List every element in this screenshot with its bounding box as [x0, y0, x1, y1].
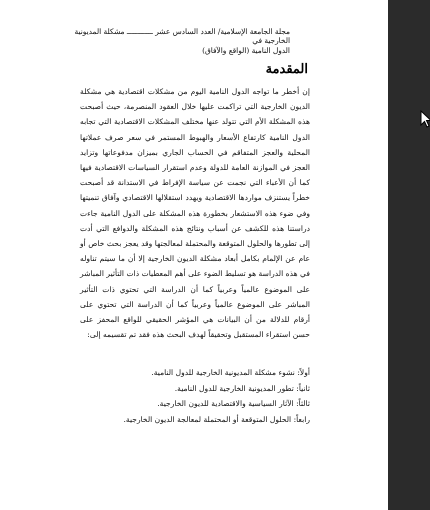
- body-paragraph: [80, 84, 310, 342]
- mouse-pointer-icon: [420, 110, 430, 128]
- header-line-1: مجلة الجامعة الإسلامية/ العدد السادس عشر ــــــــــــ مشكلة المديونية: [74, 27, 290, 36]
- running-header: [60, 27, 290, 55]
- list-item: رابعاً: الحلول المتوقعة أو المحتملة لمعالجة الديون الخارجية.: [123, 414, 310, 424]
- list-item: أولاً: نشوء مشكلة المديونية الخارجية للدول النامية.: [151, 368, 310, 377]
- paragraph-text: إن أخطر ما تواجه الدول النامية اليوم من مشكلات اقتصادية هي مشكلة الديون الخارجية التي تراكمت عليها خلال العقود المنصرمة، حيث أصبحت هذه المشكلة الأم التي تتولد عنها مختلف المشكلات الاقتصادية التي تجابه الدول النامية كارتفاع الأسعار والهبوط المستمر في سعر صرف عملاتها المحلية والعجز المتفاقم في الحساب الجاري بميزان مدفوعاتها وتزايد العجز في الموازنة العامة للدولة وعدم استقرار السياسات الاقتصادية فيها كما أن الأعباء التي نجمت عن سياسة الإفراط في الاستدانة قد أصبحت خطراً يستنزف مواردها الاقتصادية ويهدد استقلالها الاقتصادي وآفاق تنميتها وفي ضوء هذه الاستشعار بخطورة هذه المشكلة على الدول النامية جاءت دراستنا هذه للكشف عن أسباب ونتائج هذه المشكلة والدوافع التي أدت إلى تطورها والحلول المتوقعة والمحتملة لمعالجتها وقد يعجز بحث خاص أو عام عن الإلمام بكامل أبعاد مشكلة الديون الخارجية إلا أن ما سيتم تناوله في هذه الدراسة هو تسليط الضوء على أهم المعطيات ذات التأثير المباشر على الموضوع عالمياً وعربياً كما أن الدراسة التي تحتوي ذات التأثير المباشر على الموضوع عالمياً وعربياً كما أن الدراسة التي تحتوي على أرقام للدلالة من أن البيانات هي المؤشر الحقيقي للواقع المحفز على حسن استقراء المستقبل وتحقيقاً لهدف البحث هذه فقد تم تقسيمه إلى:: [80, 87, 310, 340]
- header-line-2: الخارجية في: [252, 36, 290, 46]
- header-line-3: الدول النامية (الواقع والآفاق): [202, 45, 290, 55]
- viewer-background: [388, 0, 430, 510]
- outline-list: [80, 365, 310, 427]
- section-title: المقدمة: [265, 62, 308, 77]
- list-item: ثالثاً: الآثار السياسية والاقتصادية للديون الخارجية.: [157, 399, 310, 409]
- list-item: ثانياً: تطور المديونية الخارجية للدول النامية.: [174, 383, 310, 393]
